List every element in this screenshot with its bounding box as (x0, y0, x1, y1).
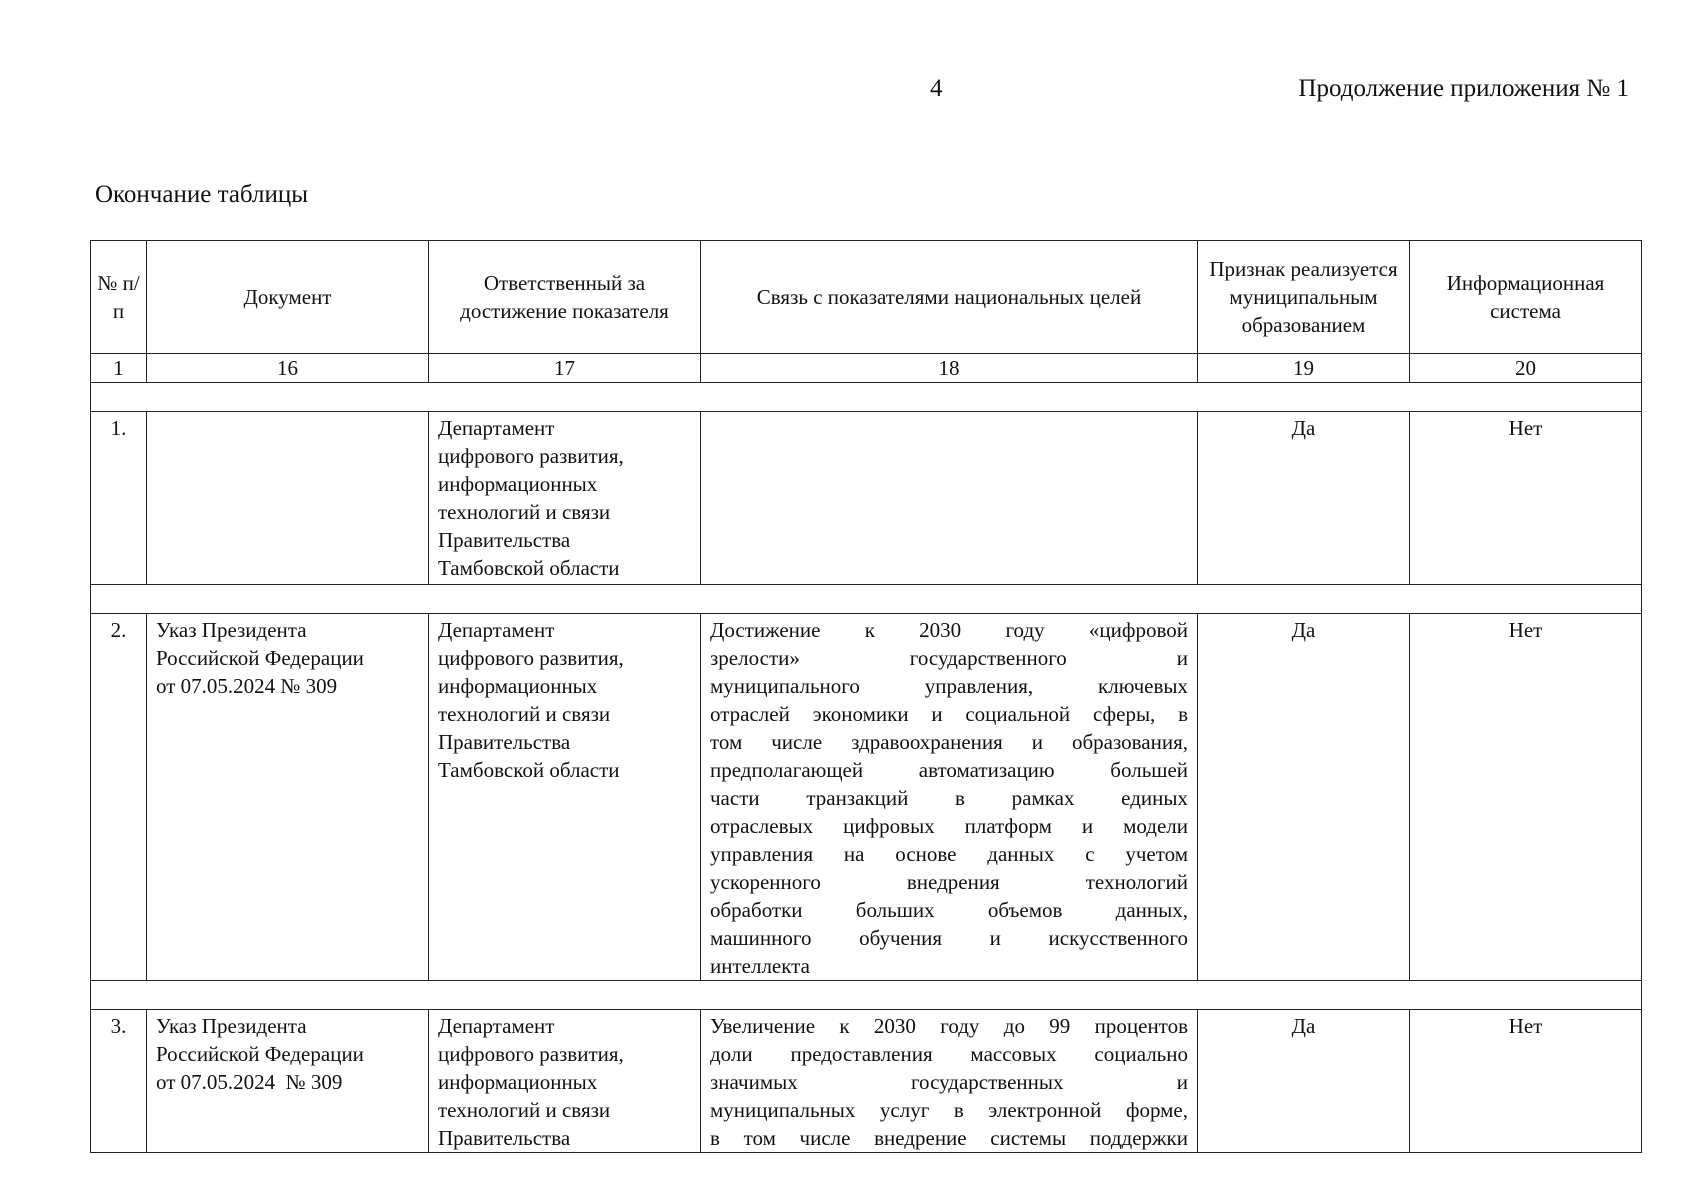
responsible-line: технологий и связи (438, 500, 611, 524)
responsible-line: цифрового развития, (438, 1042, 624, 1066)
row-number: 2. (91, 614, 147, 981)
municipal-flag-cell: Да (1198, 614, 1410, 981)
column-header-number: № п/п (91, 241, 147, 354)
goal-text-line: отраслевых цифровых платформ и модели (710, 814, 1188, 838)
document-line: Российской Федерации (156, 646, 364, 670)
goal-text-line: том числе здравоохранения и образования, (710, 730, 1188, 754)
goal-text-line: зрелости» государственного и (710, 646, 1188, 670)
responsible-line: Правительства (438, 730, 571, 754)
column-number: 19 (1198, 354, 1410, 383)
responsible-line: Тамбовской области (438, 758, 620, 782)
table-row (91, 1010, 1642, 1153)
document-line: Указ Президента (156, 618, 307, 642)
row-number: 3. (91, 1010, 147, 1153)
responsible-line: Департамент (438, 416, 555, 440)
document-cell (147, 412, 429, 585)
row-number: 1. (91, 412, 147, 585)
column-number: 1 (91, 354, 147, 383)
goal-text-line: значимых государственных и (710, 1070, 1188, 1094)
goal-text-line: предполагающей автоматизацию большей (710, 758, 1188, 782)
goal-text-line: Увеличение к 2030 году до 99 процентов (710, 1014, 1188, 1038)
column-header-responsible: Ответственный за достижение показателя (429, 241, 701, 354)
goal-text-line: ускоренного внедрения технологий (710, 870, 1188, 894)
header-row (91, 241, 1642, 354)
column-header-national-goals-link: Связь с показателями национальных целей (701, 241, 1198, 354)
goal-text-line: в том числе внедрение системы поддержки (710, 1126, 1188, 1150)
document-cell (147, 614, 429, 981)
national-goals-link-cell (701, 614, 1198, 981)
column-number: 17 (429, 354, 701, 383)
goal-text-line: муниципальных услуг в электронной форме, (710, 1098, 1188, 1122)
goal-text-line: машинного обучения и искусственного (710, 926, 1188, 950)
information-system-cell: Нет (1410, 1010, 1642, 1153)
document-line: Российской Федерации (156, 1042, 364, 1066)
column-numbers-row (91, 354, 1642, 383)
goal-text-line: отраслей экономики и социальной сферы, в (710, 702, 1188, 726)
spacer-row (91, 585, 1642, 614)
goal-text-line: Достижение к 2030 году «цифровой (710, 618, 1188, 642)
responsible-line: Департамент (438, 1014, 555, 1038)
municipal-flag-cell: Да (1198, 412, 1410, 585)
indicators-table (90, 240, 1642, 1153)
table-caption: Окончание таблицы (95, 181, 309, 208)
column-header-information-system: Информационная система (1410, 241, 1642, 354)
responsible-cell (429, 412, 701, 585)
page-number: 4 (930, 75, 943, 102)
responsible-line: технологий и связи (438, 1098, 611, 1122)
spacer-row (91, 981, 1642, 1010)
column-header-municipal-flag: Признак реализуется муниципальным образованием (1198, 241, 1410, 354)
responsible-line: информационных (438, 472, 598, 496)
goal-text-line: части транзакций в рамках единых (710, 786, 1188, 810)
national-goals-link-cell (701, 412, 1198, 585)
responsible-line: Тамбовской области (438, 556, 620, 580)
municipal-flag-cell: Да (1198, 1010, 1410, 1153)
table-row (91, 412, 1642, 585)
information-system-cell: Нет (1410, 614, 1642, 981)
goal-text-line: интеллекта (710, 954, 810, 978)
goal-text-line: управления на основе данных с учетом (710, 842, 1188, 866)
appendix-label: Продолжение приложения № 1 (1298, 75, 1629, 102)
national-goals-link-cell (701, 1010, 1198, 1153)
column-number: 20 (1410, 354, 1642, 383)
table-row (91, 614, 1642, 981)
responsible-line: технологий и связи (438, 702, 611, 726)
responsible-cell (429, 614, 701, 981)
goal-text-line: обработки больших объемов данных, (710, 898, 1188, 922)
information-system-cell: Нет (1410, 412, 1642, 585)
responsible-cell (429, 1010, 701, 1153)
document-line: от 07.05.2024 № 309 (156, 674, 338, 698)
responsible-line: Департамент (438, 618, 555, 642)
responsible-line: Правительства (438, 1126, 571, 1150)
document-line: Указ Президента (156, 1014, 307, 1038)
goal-text-line: муниципального управления, ключевых (710, 674, 1188, 698)
responsible-line: информационных (438, 1070, 598, 1094)
goal-text-line: доли предоставления массовых социально (710, 1042, 1188, 1066)
document-line: от 07.05.2024 № 309 (156, 1070, 343, 1094)
document-cell (147, 1010, 429, 1153)
column-number: 16 (147, 354, 429, 383)
responsible-line: информационных (438, 674, 598, 698)
responsible-line: Правительства (438, 528, 571, 552)
responsible-line: цифрового развития, (438, 646, 624, 670)
responsible-line: цифрового развития, (438, 444, 624, 468)
spacer-row (91, 383, 1642, 412)
column-header-document: Документ (147, 241, 429, 354)
column-number: 18 (701, 354, 1198, 383)
